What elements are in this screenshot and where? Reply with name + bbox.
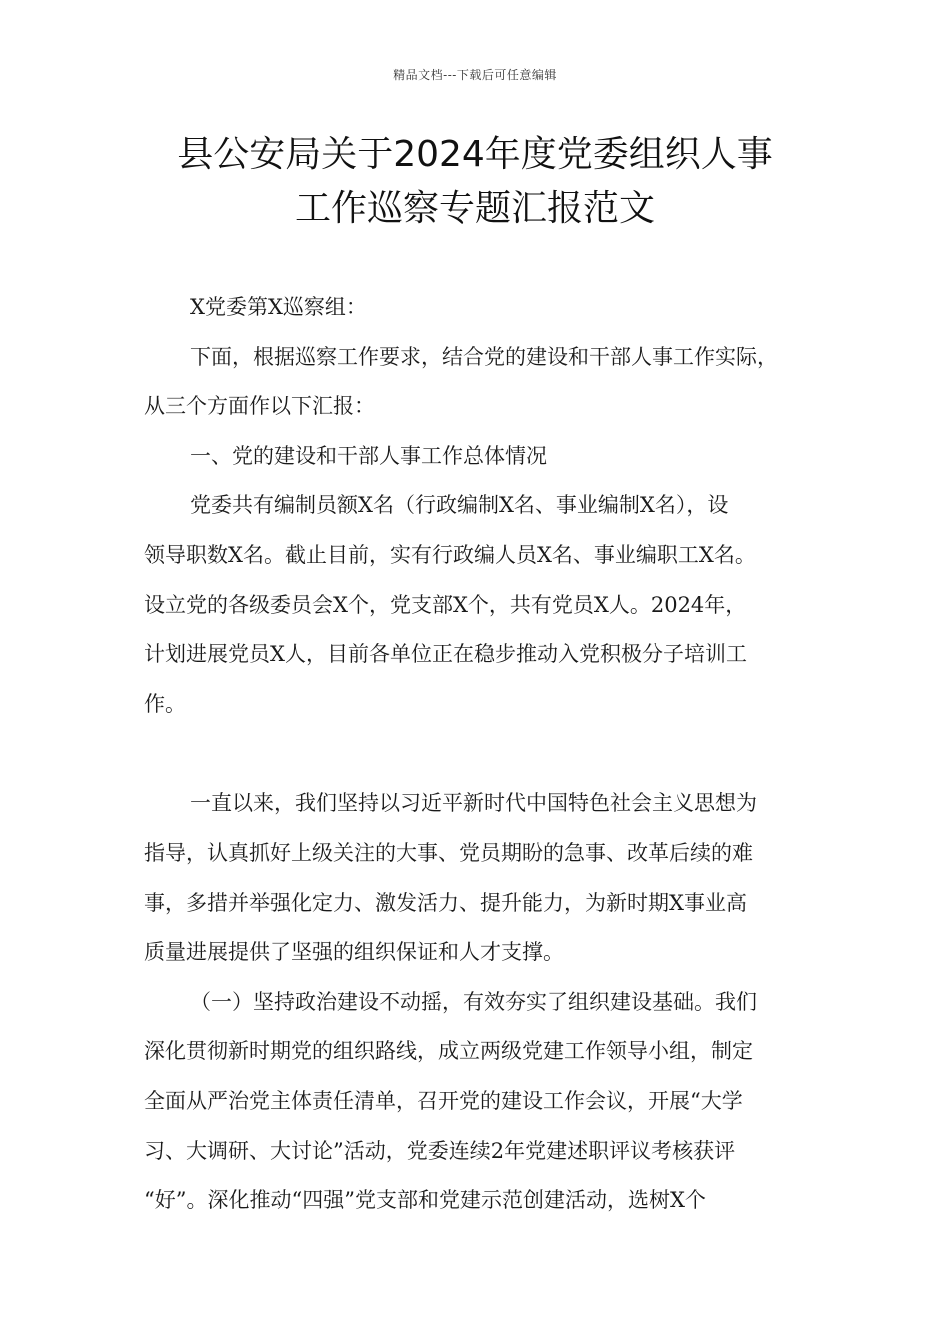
text-line: 党委共有编制员额X名（行政编制X名、事业编制X名），设: [190, 493, 729, 518]
text-line: 深化贯彻新时期党的组织路线，成立两级党建工作领导小组，制定: [144, 1039, 753, 1064]
document-title: [0, 128, 950, 236]
text-line: 习、大调研、大讨论”活动，党委连续2年党建述职评议考核获评: [144, 1138, 736, 1163]
text-line: 下面，根据巡察工作要求，结合党的建设和干部人事工作实际，: [190, 344, 778, 369]
paragraph-staffing: [144, 481, 808, 729]
paragraph-guidance: [144, 779, 808, 977]
text-line: 质量进展提供了坚强的组织保证和人才支撑。: [144, 940, 564, 965]
text-line: 设立党的各级委员会X个，党支部X个，共有党员X人。2024年，: [144, 592, 747, 617]
paragraph-gap: [144, 729, 808, 779]
text-line: 从三个方面作以下汇报：: [144, 394, 375, 419]
title-line-1: 县公安局关于2024年度党委组织人事: [177, 134, 773, 175]
text-line: 一直以来，我们坚持以习近平新时代中国特色社会主义思想为: [190, 791, 757, 816]
text-line: “好”。深化推动“四强”党支部和党建示范创建活动，选树X个: [144, 1188, 706, 1213]
text-line: 计划进展党员X人，目前各单位正在稳步推动入党积极分子培训工: [144, 642, 747, 667]
header-note: 精品文档---下载后可任意编辑: [393, 68, 557, 82]
document-body: [144, 283, 808, 1226]
section-heading: [144, 432, 808, 482]
text-line: 一、党的建设和干部人事工作总体情况: [190, 443, 547, 468]
text-line: 指导，认真抓好上级关注的大事、党员期盼的急事、改革后续的难: [144, 840, 753, 865]
text-line: 全面从严治党主体责任清单，召开党的建设工作会议，开展“大学: [144, 1088, 743, 1113]
paragraph-political-building: [144, 978, 808, 1226]
text-line: 领导职数X名。截止目前，实有行政编人员X名、事业编职工X名。: [144, 542, 756, 567]
title-line-2: 工作巡察专题汇报范文: [294, 188, 655, 229]
text-line: 作。: [144, 691, 186, 716]
salutation-text: X党委第X巡察组：: [190, 295, 367, 319]
text-line: 事，多措并举强化定力、激发活力、提升能力，为新时期X事业高: [144, 890, 747, 915]
text-line: （一）坚持政治建设不动摇，有效夯实了组织建设基础。我们: [190, 989, 757, 1014]
paragraph-intro: [144, 333, 808, 432]
salutation: [144, 283, 808, 333]
